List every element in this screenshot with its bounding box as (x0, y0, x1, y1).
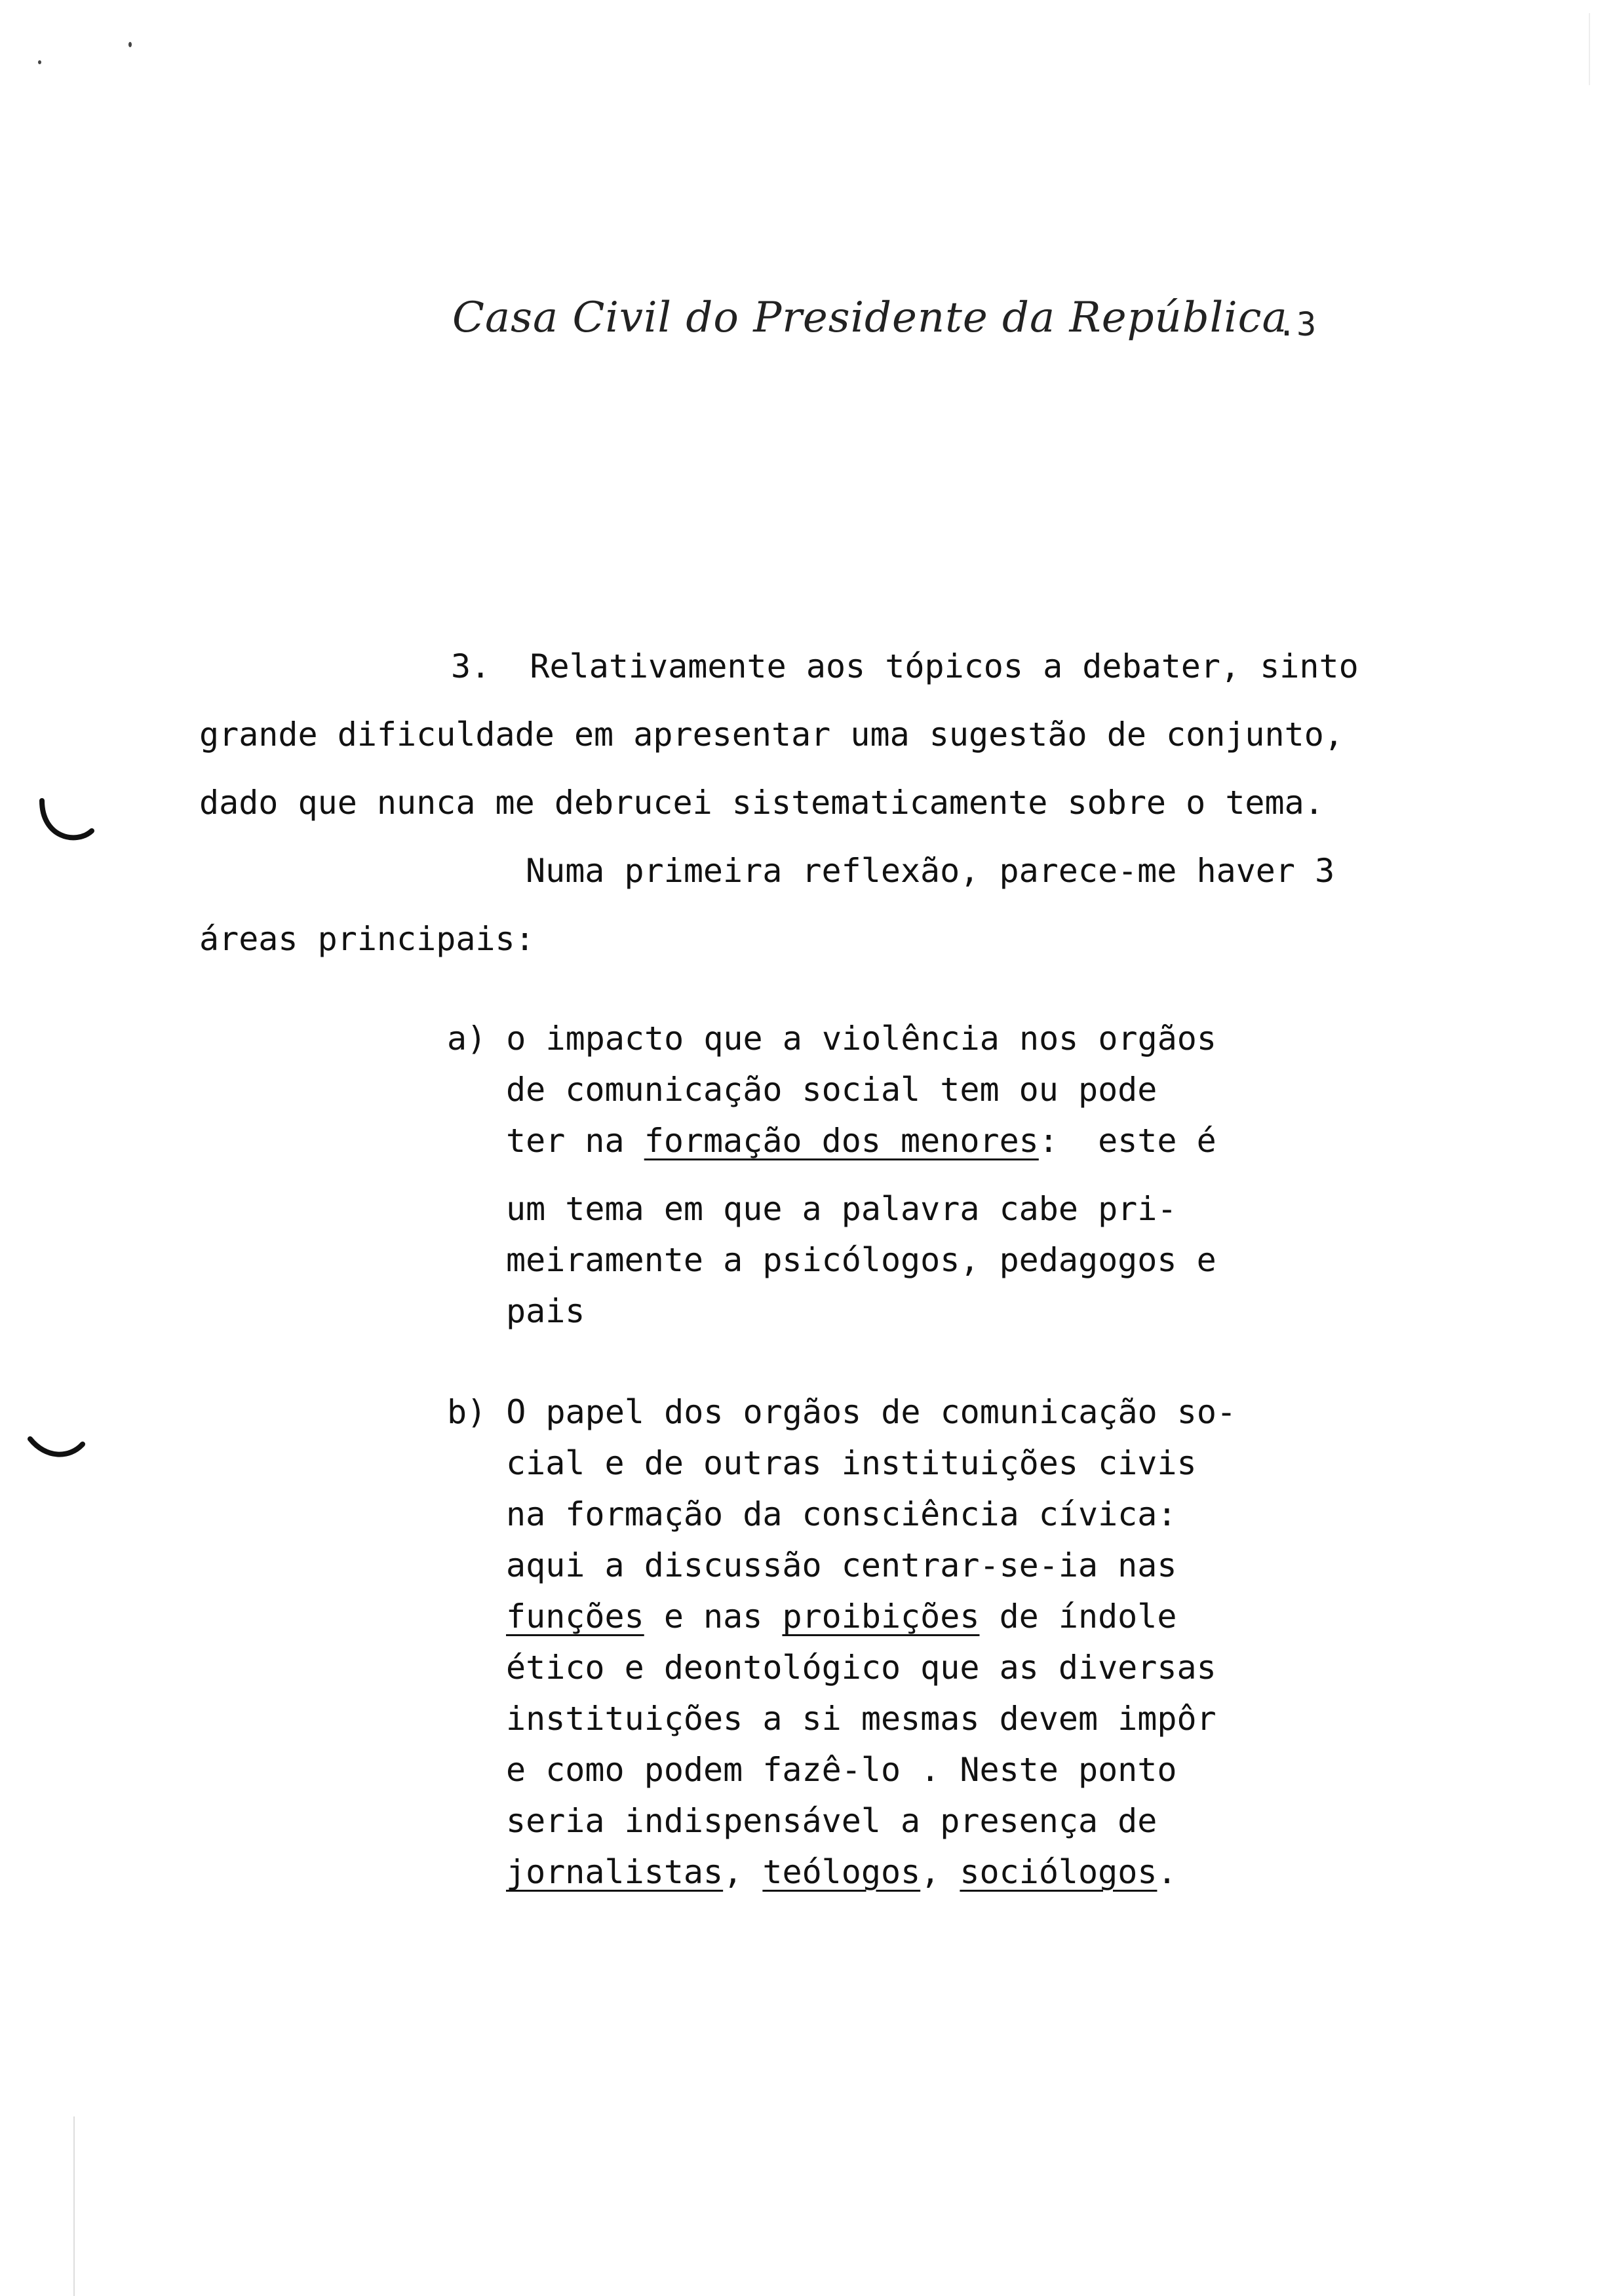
underlined-term: teólogos (762, 1853, 921, 1891)
list-item-a-line: de comunicação social tem ou pode (506, 1071, 1158, 1109)
underlined-term: funções (506, 1598, 644, 1636)
paragraph-line: dado que nunca me debrucei sistematicamente sobre o tema. (199, 784, 1324, 822)
text-segment: , (723, 1853, 763, 1891)
binder-hole-mark (37, 798, 96, 851)
list-item-b-line (506, 1853, 1177, 1891)
scan-edge-line (73, 2116, 75, 2296)
list-item-a-line: meiramente a psicólogos, pedagogos e (506, 1241, 1216, 1279)
list-item-a-line: pais (506, 1292, 585, 1330)
list-item-b-line (506, 1598, 1177, 1636)
list-item-b-line: na formação da consciência cívica: (506, 1495, 1177, 1533)
binder-hole-mark (26, 1432, 85, 1465)
underlined-term: formação dos menores (644, 1122, 1039, 1160)
list-item-b-line: e como podem fazê-lo . Neste ponto (506, 1751, 1177, 1789)
underlined-term: jornalistas (506, 1853, 724, 1891)
text-segment: e nas (644, 1598, 783, 1636)
text-segment: ter na (506, 1122, 644, 1160)
text-segment: , (920, 1853, 960, 1891)
paragraph-line: grande dificuldade em apresentar uma sugestão de conjunto, (199, 716, 1344, 754)
list-item-b-line: b) O papel dos orgãos de comunicação so- (447, 1393, 1237, 1431)
list-item-b-line: cial e de outras instituições civis (506, 1444, 1197, 1482)
underlined-term: sociólogos (960, 1853, 1158, 1891)
list-item-b-line: seria indispensável a presença de (506, 1802, 1158, 1840)
scan-speck (128, 42, 132, 47)
scan-edge-line (1589, 13, 1590, 85)
paragraph-line: 3. Relativamente aos tópicos a debater, sinto (451, 647, 1359, 685)
list-item-a-line: a) o impacto que a violência nos orgãos (447, 1020, 1216, 1058)
letterhead: Casa Civil do Presidente da República (452, 294, 1288, 342)
text-segment: . (1157, 1853, 1177, 1891)
paragraph-line: áreas principais: (199, 920, 535, 958)
paragraph-line: Numa primeira reflexão, parece-me haver 3 (526, 852, 1335, 890)
list-item-b-line: ético e deontológico que as diversas (506, 1649, 1216, 1687)
list-item-b-line: aqui a discussão centrar-se-ia nas (506, 1546, 1177, 1584)
scan-speck (38, 60, 41, 64)
list-item-a-line (506, 1122, 1216, 1160)
list-item-b-line: instituições a si mesmas devem impôr (506, 1700, 1216, 1738)
list-item-a-line: um tema em que a palavra cabe pri- (506, 1190, 1177, 1228)
underlined-term: proibições (782, 1598, 980, 1636)
text-segment: : este é (1038, 1122, 1216, 1160)
text-segment: de índole (979, 1598, 1177, 1636)
page-number: .3 (1277, 305, 1317, 343)
